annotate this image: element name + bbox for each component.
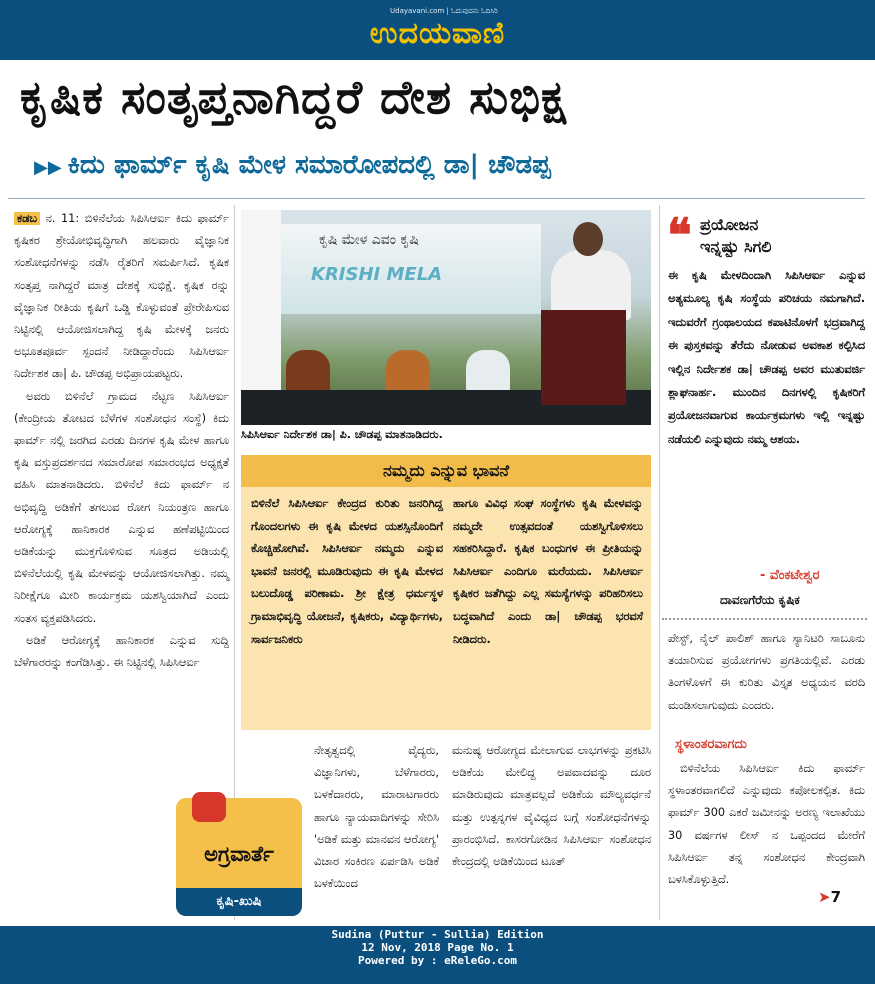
column-divider xyxy=(659,205,660,920)
event-photo xyxy=(241,210,651,425)
sidebar-body: ಈ ಕೃಷಿ ಮೇಳದಿಂದಾಗಿ ಸಿಪಿಸಿಆರ್ಐ ಎನ್ನುವ ಅತ್ಯಮೂಲ್ಯ ಕೃಷಿ ಸಂಸ್ಥೆಯ ಪರಿಚಯ ನಮಗಾಗಿದೆ. ಇದುವರೆಗೆ ಗ್ರಂಥಾಲಯದ ಕಪಾಟಿನೊಳಗೆ ಭದ್ರವಾಗಿದ್ದ ಈ ಪುಸ್ತಕವನ್ನು ತೆರೆದು ನೋಡುವ ಅವಕಾಶ ಕಲ್ಪಿಸಿದ ಇಲ್ಲಿನ ನಿರ್ದೇಶಕ ಡಾ| ಚೌಡಪ್ಪ ಅವರ ಮುತುವರ್ಜಿ ಶ್ಲಾಘನಾರ್ಹ. ಮುಂದಿನ ದಿನಗಳಲ್ಲಿ ಕೃಷಿಕರಿಗೆ ಪ್ರಯೋಜನವಾಗುವ ಕಾರ್ಯಕ್ರಮಗಳು ಇಲ್ಲಿ ಇನ್ನಷ್ಟು ನಡೆಯಲಿ ಎನ್ನುವುದು ನಮ್ಮ ಆಶಯ. xyxy=(668,269,865,446)
article-paragraph-1: ನ. 11: ಬಿಳಿನೆಲೆಯ ಸಿಪಿಸಿಆರ್ಐ ಕಿದು ಫಾರ್ಮ್ ಕೃಷಿಕರ ಶ್ರೇಯೋಭಿವೃದ್ಧಿಗಾಗಿ ಹಲವಾರು ವೈಜ್ಞಾನಿಕ ಸಂಶೋಧನೆಗಳನ್ನು ನಡೆಸಿ ರೈತರಿಗೆ ಸಮರ್ಪಿಸಿದೆ. ಕೃಷಿಕ ಸಂತೃಪ್ತ ನಾಗಿದ್ದರೆ ಮಾತ್ರ ದೇಶಕ್ಕೆ ಸುಭಿಕ್ಷೆ. ಕೃಷಿಕ ರನ್ನು ವೈಜ್ಞಾನಿಕ ರೀತಿಯ ಕೃಷಿಗೆ ಒಡ್ಡಿ ಕೊಳ್ಳುವಂತೆ ಪ್ರೇರೇಪಿಸುವ ನಿಟ್ಟಿನಲ್ಲಿ ಆಯೋಜಿಸಲಾಗಿದ್ದ ಕೃಷಿ ಮೇಳಕ್ಕೆ ಜನರು ಅಭೂತಪೂರ್ವ ಸ್ಪಂದನೆ ನೀಡಿದ್ದಾರೆಂದು ಸಿಪಿಸಿಆರ್ಐ ನಿರ್ದೇಶಕ ಡಾ| ಪಿ. ಚೌಡಪ್ಪ ಅಭಿಪ್ರಾಯಪಟ್ಟರು. xyxy=(14,212,229,381)
sidebar-title-line-1: ಪ್ರಯೋಜನ xyxy=(700,215,759,234)
continue-arrow-icon: ➤ xyxy=(818,888,831,906)
sponsor-logos xyxy=(241,210,281,410)
box-title: ನಮ್ಮದು ಎನ್ನುವ ಭಾವನೆ xyxy=(241,455,651,487)
right-column-subtitle: ಸ್ಥಳಾಂತರವಾಗದು xyxy=(675,737,747,752)
agravarthe-promo[interactable] xyxy=(176,798,302,916)
article-headline: ಕೃಷಿಕ ಸಂತೃಪ್ತನಾಗಿದ್ದರೆ ದೇಶ ಸುಭಿಕ್ಷ xyxy=(20,70,567,124)
promo-title: ಅಗ್ರವಾರ್ತೆ xyxy=(204,842,274,866)
banner-text-hindi: ಕೃಷಿ ಮೇಳ ಎವಂ ಕೃಷಿ xyxy=(319,232,419,248)
banner-text-english: KRISHI MELA xyxy=(311,264,443,285)
quote-icon: ❝ xyxy=(667,208,692,262)
dateline: ಕಡಬ xyxy=(14,212,40,225)
speech-bubble-icon xyxy=(192,792,226,822)
double-chevron-icon: ▶▶ xyxy=(34,157,62,178)
article-subhead xyxy=(34,150,874,181)
right-column-paragraph-2: ಬಿಳಿನೆಲೆಯ ಸಿಪಿಸಿಆರ್ಐ ಕಿದು ಫಾರ್ಮ್ ಸ್ಥಳಾಂತರವಾಗಲಿದೆ ಎನ್ನುವುದು ಕಪೋಲಕಲ್ಪಿತ. ಕಿದು ಫಾರ್ಮ್ 300 ಎಕರೆ ಜಮೀನನ್ನು ಅರಣ್ಯ ಇಲಾಖೆಯು 30 ವರ್ಷಗಳ ಲೀಸ್ ನ ಒಪ್ಪಂದದ ಮೇರೆಗೆ ಸಿಪಿಸಿಆರ್ಐ ತನ್ನ ಸಂಶೋಧನ ಕೇಂದ್ರವಾಗಿ ಬಳಸಿಕೊಳ್ಳುತ್ತಿದೆ. xyxy=(668,762,865,887)
footer-date-page: 12 Nov, 2018 Page No. 1 xyxy=(361,941,514,954)
article-subhead-text: ಕಿದು ಫಾರ್ಮ್ ಕೃಷಿ ಮೇಳ ಸಮಾರೋಪದಲ್ಲಿ ಡಾ| ಚೌಡಪ್ಪ xyxy=(67,150,551,180)
event-banner xyxy=(281,224,541,314)
divider xyxy=(8,198,865,199)
article-column-3: ಮನುಷ್ಯ ಆರೋಗ್ಯದ ಮೇಲಾಗುವ ಲಾಭಗಳನ್ನು ಪ್ರಕಟಿಸಿ ಅಡಿಕೆಯ ಮೇಲಿದ್ದ ಅಪವಾದವನ್ನು ದೂರ ಮಾಡಿರುವುದು ಮಾತ್ರವಲ್ಲದೆ ಅಡಿಕೆಯ ಮೌಲ್ಯವರ್ಧನೆ ಮತ್ತು ಉತ್ಪನ್ನಗಳ ವೈವಿಧ್ಯದ ಬಗ್ಗೆ ಸಂಶೋಧನೆಗಳನ್ನು ಪ್ರಾರಂಭಿಸಿದೆ. ಕಾಸರಗೋಡಿನ ಸಿಪಿಸಿಆರ್ಐ ಸಂಶೋಧನ ಕೇಂದ್ರದಲ್ಲಿ ಅಡಿಕೆಯಿಂದ ಟೂತ್ xyxy=(452,744,651,869)
masthead-tagline: Udayavani.com | ಓದುವುದನು ಓದಿಸಿರಿ xyxy=(390,7,498,15)
box-column-left: ಬಿಳಿನೆಲೆ ಸಿಪಿಸಿಆರ್ಐ ಕೇಂದ್ರದ ಕುರಿತು ಜನರಿಗಿದ್ದ ಗೊಂದಲಗಳು ಈ ಕೃಷಿ ಮೇಳದ ಯಶಸ್ಸಿನೊಂದಿಗೆ ಕೊಚ್ಚಿಹೋಗಿವೆ. ಸಿಪಿಸಿಆರ್ಐ ನಮ್ಮದು ಎನ್ನುವ ಭಾವನೆ ಜನರಲ್ಲಿ ಮೂಡಿರುವುದು ಈ ಕೃಷಿ ಮೇಳದ ಬಲುದೊಡ್ಡ ಪರಿಣಾಮ. ಶ್ರೀ ಕ್ಷೇತ್ರ ಧರ್ಮಸ್ಥಳ ಗ್ರಾಮಾಭಿವೃದ್ಧಿ ಯೋಜನೆ, ಕೃಷಿಕರು, ವಿದ್ಯಾರ್ಥಿಗಳು, ಸಾರ್ವಜನಿಕರು xyxy=(251,497,443,646)
sidebar-title xyxy=(700,214,772,258)
masthead xyxy=(0,0,875,60)
article-paragraph-2: ಅವರು ಬಿಳಿನೆಲೆ ಗ್ರಾಮದ ನೆಟ್ಟಣ ಸಿಪಿಸಿಆರ್ಐ (ಕೇಂದ್ರೀಯ ತೋಟದ ಬೆಳೆಗಳ ಸಂಶೋಧನ ಸಂಸ್ಥೆ) ಕಿದು ಫಾರ್ಮ್ ನಲ್ಲಿ ಜರಗಿದ ಎರಡು ದಿನಗಳ ಕೃಷಿ ಮೇಳ ಹಾಗೂ ಕೃಷಿ ವಸ್ತುಪ್ರದರ್ಶನದ ಸಮಾರೋಪ ಸಮಾರಂಭದ ಅಧ್ಯಕ್ಷತೆ ವಹಿಸಿ ಮಾತನಾಡಿದರು. ಬಿಳಿನೆಲೆ ಕಿದು ಫಾರ್ಮ್ ನ ಅಭಿವೃದ್ಧಿ ಅಡಿಕೆಗೆ ತಗಲುವ ರೋಗ ನಿಯಂತ್ರಣ ಹಾಗೂ ಆರೋಗ್ಯಕ್ಕೆ ಹಾನಿಕಾರಕ ಎನ್ನುವ ಹಣೆಪಟ್ಟಿಯಿಂದ ಅಡಿಕೆಯನ್ನು ಮುಕ್ತಗೊಳಿಸುವ ಸೂತ್ರದ ಅಡಿಯಲ್ಲಿ ಬಿಳಿನೆಲೆಯಲ್ಲಿ ಕೃಷಿ ಮೇಳವನ್ನು ಆಯೋಜಿಸಲಾಗಿತ್ತು. ನಮ್ಮ ನಿರೀಕ್ಷೆಗೂ ಮೀರಿ ಕಾರ್ಯಕ್ರಮ ಯಶಸ್ವಿಯಾಗಿದೆ ಎಂದು ಸಂತಸ ವ್ಯಕ್ತಪಡಿಸಿದರು. xyxy=(14,389,229,625)
promo-tag: ಕೃಷಿ-ಖುಷಿ xyxy=(176,888,302,916)
continued-page: 7 xyxy=(830,888,842,906)
sidebar-signature-place: ದಾವಣಗೆರೆಯ ಕೃಷಿಕ xyxy=(720,593,800,607)
article-column-1 xyxy=(14,208,229,674)
photo-caption: ಸಿಪಿಸಿಆರ್ಐ ನಿರ್ದೇಶಕ ಡಾ| ಪಿ. ಚೌಡಪ್ಪ ಮಾತನಾಡಿದರು. xyxy=(241,428,443,441)
podium xyxy=(541,310,626,405)
dotted-divider xyxy=(662,618,867,620)
right-column-paragraph-1: ಪೇಸ್ಟ್, ನೈಲ್ ಪಾಲಿಶ್ ಹಾಗೂ ಸ್ಯಾನಿಟರಿ ಸಾಬೂನು ತಯಾರಿಸುವ ಪ್ರಯೋಗಗಳು ಪ್ರಗತಿಯಲ್ಲಿವೆ. ಎರಡು ತಿಂಗಳೊಳಗೆ ಈ ಕುರಿತು ವಿಸ್ತೃತ ಅಧ್ಯಯನ ವರದಿ ಮಂಡಿಸಲಾಗುವುದು ಎಂದರು. xyxy=(668,632,865,712)
sidebar-title-line-2: ಇನ್ನಷ್ಟು ಸಿಗಲಿ xyxy=(700,237,772,256)
highlight-box xyxy=(241,455,651,730)
box-column-right: ಹಾಗೂ ವಿವಿಧ ಸಂಘ ಸಂಸ್ಥೆಗಳು ಕೃಷಿ ಮೇಳವನ್ನು ನಮ್ಮದೇ ಉತ್ಸವದಂತೆ ಯಶಸ್ವಿಗೊಳಿಸಲು ಸಹಕರಿಸಿದ್ದಾರೆ. ಕೃಷಿಕ ಬಂಧುಗಳ ಈ ಪ್ರೀತಿಯನ್ನು ಸಿಪಿಸಿಆರ್ಐ ಎಂದಿಗೂ ಮರೆಯದು. ಸಿಪಿಸಿಆರ್ಐ ಕೃಷಿಕರ ಜತೆಗಿದ್ದು ಎಲ್ಲ ಸಮಸ್ಯೆಗಳನ್ನು ಪರಿಹರಿಸಲು ಬದ್ಧವಾಗಿದೆ ಎಂದು ಡಾ| ಚೌಡಪ್ಪ ಭರವಸೆ ನೀಡಿದರು. xyxy=(453,497,643,646)
sidebar-signature: - ವೆಂಕಟೇಶ್ವರ xyxy=(760,568,820,583)
footer-powered-by[interactable]: Powered by : eReleGo.com xyxy=(358,954,517,967)
newspaper-logo[interactable]: ಉದಯವಾಣಿ xyxy=(369,16,506,51)
footer xyxy=(0,926,875,984)
article-paragraph-3: ಅಡಿಕೆ ಆರೋಗ್ಯಕ್ಕೆ ಹಾನಿಕಾರಕ ಎನ್ನುವ ಸುದ್ದಿ ಬೆಳೆಗಾರರನ್ನು ಕಂಗೆಡಿಸಿತ್ತು. ಈ ನಿಟ್ಟಿನಲ್ಲಿ ಸಿಪಿಸಿಆರ್ಐ xyxy=(14,633,229,670)
article-column-2: ನೇತೃತ್ವದಲ್ಲಿ ವೈದ್ಯರು, ವಿಜ್ಞಾನಿಗಳು, ಬೆಳೆಗಾರರು, ಬಳಕೆದಾರರು, ಮಾರಾಟಗಾರರು ಹಾಗೂ ನ್ಯಾಯವಾದಿಗಳನ್ನು ಸೇರಿಸಿ 'ಅಡಿಕೆ ಮತ್ತು ಮಾನವನ ಆರೋಗ್ಯ' ವಿಚಾರ ಸಂಕಿರಣ ಏರ್ಪಡಿಸಿ ಅಡಿಕೆ ಬಳಕೆಯಿಂದ xyxy=(314,744,439,891)
footer-edition: Sudina (Puttur - Sullia) Edition xyxy=(331,928,544,941)
speaker-head xyxy=(573,222,603,256)
continued-marker[interactable] xyxy=(818,888,841,906)
